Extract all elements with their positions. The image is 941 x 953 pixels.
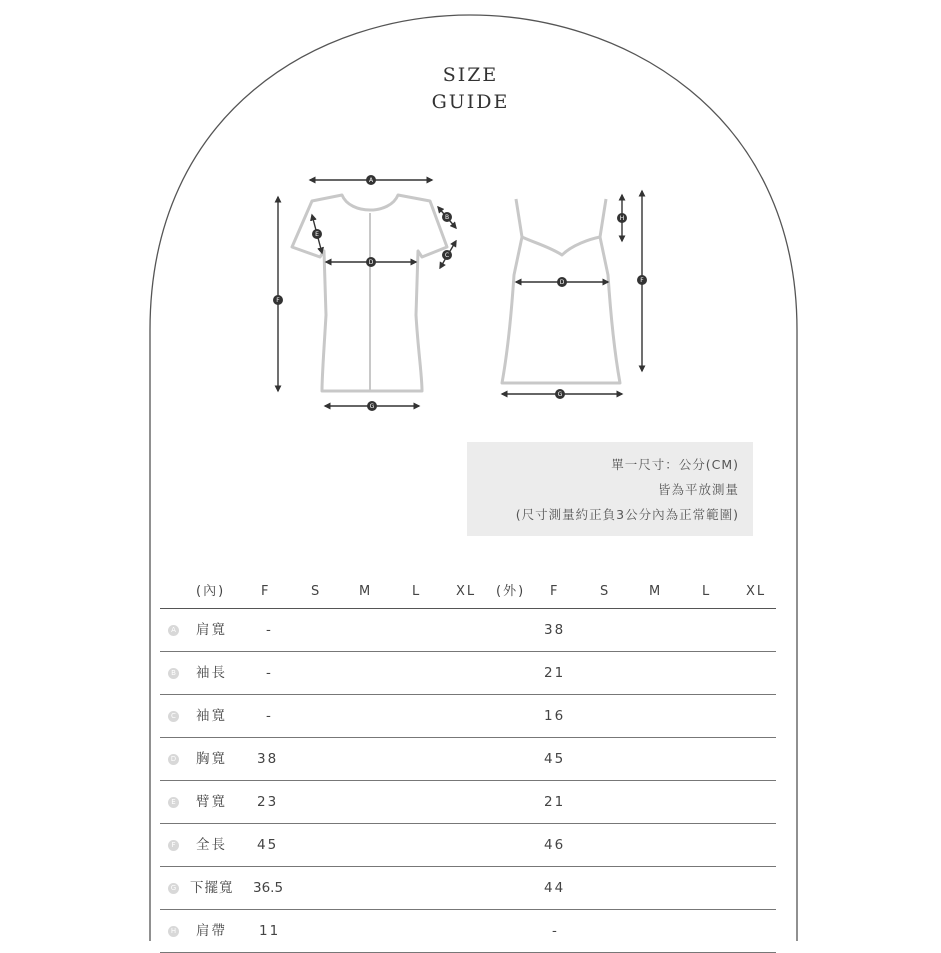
outer-size-m: M [649,584,663,599]
table-row [160,695,776,738]
marker-g-icon [367,401,377,411]
marker-d-icon [366,257,376,267]
camisole-outline [502,199,620,383]
badge-h-icon: H [168,926,179,937]
tshirt-outline [292,195,450,391]
table-row [160,824,776,867]
svg-text:F: F [640,277,644,284]
badge-e-icon: E [168,797,179,808]
inner-f-value: - [266,708,273,724]
row-label: 肩寬 [196,622,227,638]
marker-e-icon [312,229,322,239]
table-row [160,652,776,695]
inner-f-value: - [266,622,273,638]
table-row [160,738,776,781]
inner-label: (內) [196,584,226,599]
inner-f-value: 36.5 [253,880,284,896]
inner-size-l: L [412,584,422,599]
row-label: 下擺寬 [190,880,234,896]
outer-size-xl: XL [746,584,767,599]
row-label: 袖長 [196,665,227,681]
outer-size-s: S [600,584,611,599]
table-row [160,867,776,910]
outer-f-value: - [552,923,559,939]
size-table [160,576,776,953]
inner-size-xl: XL [456,584,477,599]
table-row [160,609,776,652]
marker-f2-icon [637,275,647,285]
outer-f-value: 45 [544,751,566,767]
outer-f-value: 21 [544,794,566,810]
svg-text:G: G [557,391,563,398]
inner-f-value: - [266,665,273,681]
svg-text:B: B [444,214,450,221]
svg-text:H: H [619,215,625,222]
inner-size-m: M [359,584,373,599]
badge-g-icon: G [168,883,179,894]
marker-b-icon [442,212,452,222]
garment-diagram [250,165,670,425]
title-guide: GUIDE [431,91,510,113]
badge-d-icon: D [168,754,179,765]
badge-a-icon: A [168,625,179,636]
badge-c-icon: C [168,711,179,722]
marker-h-icon [617,213,627,223]
svg-text:E: E [315,231,319,238]
marker-g2-icon [555,389,565,399]
inner-f-value: 45 [257,837,279,853]
outer-size-f: F [550,584,560,599]
note-flat: 皆為平放測量 [657,482,739,497]
inner-f-value: 11 [259,923,281,939]
table-row [160,781,776,824]
outer-f-value: 38 [544,622,566,638]
outer-f-value: 21 [544,665,566,681]
badge-b-icon: B [168,668,179,679]
inner-f-value: 23 [257,794,279,810]
outer-f-value: 46 [544,837,566,853]
inner-size-s: S [311,584,322,599]
svg-text:C: C [444,252,450,259]
row-label: 胸寬 [196,751,227,767]
marker-c-icon [442,250,452,260]
table-row [160,910,776,953]
title-size: SIZE [442,64,499,86]
svg-text:F: F [276,297,280,304]
outer-f-value: 16 [544,708,566,724]
row-label: 全長 [196,837,227,853]
marker-d2-icon [557,277,567,287]
row-label: 肩帶 [196,923,227,939]
badge-f-icon: F [168,840,179,851]
svg-text:D: D [368,259,374,266]
row-label: 袖寬 [196,708,227,724]
svg-text:G: G [369,403,375,410]
marker-a-icon [366,175,376,185]
svg-text:A: A [368,177,374,184]
inner-size-f: F [261,584,271,599]
note-unit: 單一尺寸：公分(CM) [611,457,739,472]
marker-f-icon [273,295,283,305]
measurement-note [467,442,753,536]
outer-label: (外) [496,584,526,599]
table-header [160,576,776,609]
svg-text:D: D [559,279,565,286]
outer-size-l: L [702,584,712,599]
note-tolerance: (尺寸測量約正負3公分內為正常範圍) [515,507,739,522]
inner-f-value: 38 [257,751,279,767]
outer-f-value: 44 [544,880,566,896]
row-label: 臂寬 [196,794,227,810]
